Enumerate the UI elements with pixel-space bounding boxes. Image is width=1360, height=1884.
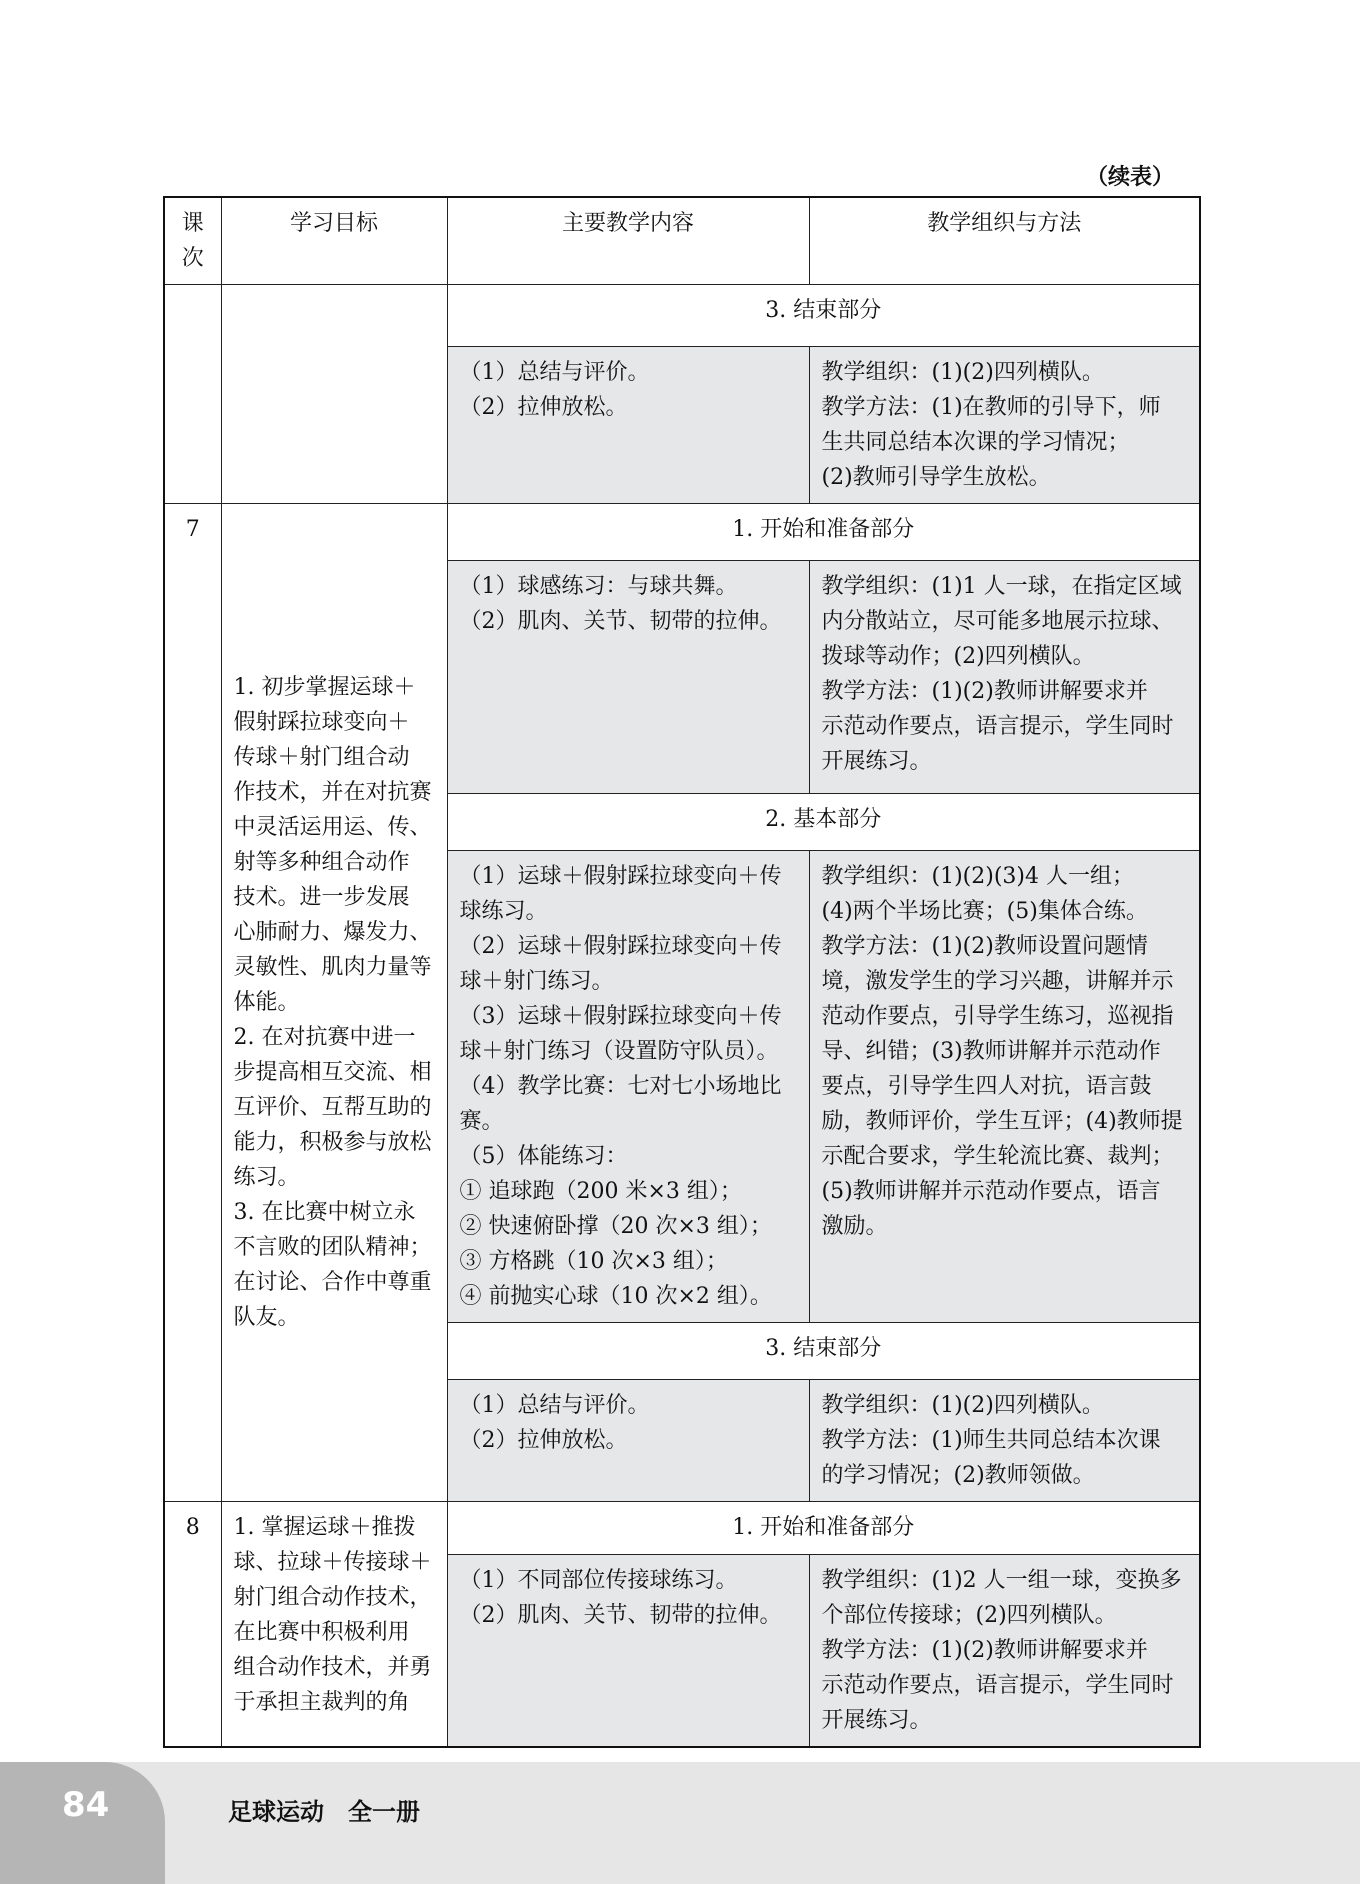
text-line: 在讨论、合作中尊重 [233,1270,432,1295]
text-line: 教学方法：(1)(2)教师讲解要求并 [821,679,1148,704]
block-a-section3-title-row [164,285,1200,347]
text-line: 教学方法：(1)在教师的引导下，师 [821,395,1161,420]
text-line: 教学方法：(1)(2)教师讲解要求并 [821,1638,1148,1663]
header-method: 教学组织与方法 [809,197,1200,285]
text-line: 教学方法：(1)(2)教师设置问题情 [821,934,1148,959]
text-line: 开展练习。 [821,1708,932,1733]
text-line: 拨球等动作；(2)四列横队。 [821,644,1095,669]
text-line: （4）教学比赛：七对七小场地比赛。 [459,1074,782,1134]
text-line: 射等多种组合动作 [233,850,410,875]
text-line: （1）不同部位传接球练习。 [459,1568,738,1593]
text-line: 体能。 [233,990,300,1015]
text-line: ③ 方格跳（10 次×3 组）； [459,1249,728,1274]
text-line: ② 快速俯卧撑（20 次×3 组）； [459,1214,772,1239]
header-row [164,197,1200,285]
lesson7-goals [221,504,447,1502]
text-line: (5)教师讲解并示范动作要点，语言 [821,1179,1161,1204]
text-line: 教学组织：(1)(2)(3)4 人一组； [821,864,1134,889]
text-line: 能力，积极参与放松 [233,1130,432,1155]
text-line: 激励。 [821,1214,888,1239]
text-line: 射门组合动作技术， [233,1585,432,1610]
text-line: （2）肌肉、关节、韧带的拉伸。 [459,1603,782,1628]
block-a-goals [221,285,447,504]
text-line: 互评价、互帮互助的 [233,1095,432,1120]
lesson8-goals [221,1502,447,1748]
text-line: 练习。 [233,1165,300,1190]
text-line: （1）总结与评价。 [459,1393,650,1418]
text-line: （5）体能练习： [459,1144,628,1169]
text-line: （1）运球＋假射踩拉球变向＋传 [459,864,782,889]
text-line: 教学组织：(1)(2)四列横队。 [821,360,1104,385]
text-line: 导、纠错；(3)教师讲解并示范动作 [821,1039,1161,1064]
lesson7-section2-title: 2. 基本部分 [447,794,1200,851]
text-line: （2）肌肉、关节、韧带的拉伸。 [459,609,782,634]
header-goals: 学习目标 [221,197,447,285]
text-line: 球＋射门练习。 [459,969,614,994]
text-line: 境，激发学生的学习兴趣，讲解并示 [821,969,1174,994]
text-line: 教学组织：(1)2 人一组一球，变换多 [821,1568,1182,1593]
lesson7-section2-content [447,851,809,1323]
block-a-section3-title: 3. 结束部分 [447,285,1200,347]
lesson8-section1-method [809,1555,1200,1748]
text-line: 开展练习。 [821,749,932,774]
lesson8-number: 8 [164,1502,221,1748]
text-line: 假射踩拉球变向＋ [233,710,410,735]
text-line: 不言败的团队精神； [233,1235,432,1260]
text-line: （2）运球＋假射踩拉球变向＋传 [459,934,782,959]
lesson7-section2-method [809,851,1200,1323]
page-number: 84 [62,1785,110,1825]
text-line: 内分散站立，尽可能多地展示拉球、 [821,609,1174,634]
text-line: 球＋射门练习（设置防守队员）。 [459,1039,779,1064]
text-line: 个部位传接球；(2)四列横队。 [821,1603,1117,1628]
text-line: 教学方法：(1)师生共同总结本次课 [821,1428,1161,1453]
text-line: 球练习。 [459,899,548,924]
text-line: 传球＋射门组合动 [233,745,410,770]
text-line: （2）拉伸放松。 [459,1428,628,1453]
lesson8-section1-title: 1. 开始和准备部分 [447,1502,1200,1555]
text-line: 技术。进一步发展 [233,885,410,910]
lesson7-section3-content [447,1380,809,1502]
lesson7-number: 7 [164,504,221,1502]
block-a-section3-method [809,347,1200,504]
text-line: 2. 在对抗赛中进一 [233,1025,416,1050]
text-line: 于承担主裁判的角 [233,1690,410,1715]
lesson8-section1-title-row [164,1502,1200,1555]
text-line: 要点，引导学生四人对抗，语言鼓 [821,1074,1152,1099]
lesson7-section1-method [809,561,1200,794]
text-line: 心肺耐力、爆发力、 [233,920,432,945]
text-line: 示范动作要点，语言提示，学生同时 [821,714,1174,739]
text-line: 励，教师评价，学生互评；(4)教师提 [821,1109,1183,1134]
block-a-section3-content [447,347,809,504]
text-line: ④ 前抛实心球（10 次×2 组）。 [459,1284,772,1309]
lesson8-section1-content [447,1555,809,1748]
lesson7-section3-method [809,1380,1200,1502]
text-line: （1）球感练习：与球共舞。 [459,574,738,599]
text-line: 球、拉球＋传接球＋ [233,1550,432,1575]
text-line: 教学组织：(1)1 人一球，在指定区域 [821,574,1182,599]
block-a-lesson [164,285,221,504]
text-line: 生共同总结本次课的学习情况； [821,430,1130,455]
header-content: 主要教学内容 [447,197,809,285]
continued-label: （续表） [1085,165,1174,190]
lesson-plan-table [163,196,1201,1748]
text-line: 3. 在比赛中树立永 [233,1200,416,1225]
text-line: 教学组织：(1)(2)四列横队。 [821,1393,1104,1418]
text-line: 1. 掌握运球＋推拨 [233,1515,416,1540]
text-line: 灵敏性、肌肉力量等 [233,955,432,980]
text-line: 1. 初步掌握运球＋ [233,675,416,700]
text-line: 的学习情况；(2)教师领做。 [821,1463,1095,1488]
text-line: 示范动作要点，语言提示，学生同时 [821,1673,1174,1698]
text-line: (2)教师引导学生放松。 [821,465,1051,490]
header-lesson: 课次 [164,197,221,285]
text-line: 组合动作技术，并勇 [233,1655,432,1680]
lesson7-section1-title-row [164,504,1200,561]
text-line: (4)两个半场比赛；(5)集体合练。 [821,899,1148,924]
lesson7-section3-title: 3. 结束部分 [447,1323,1200,1380]
text-line: （2）拉伸放松。 [459,395,628,420]
text-line: 中灵活运用运、传、 [233,815,432,840]
text-line: 范动作要点，引导学生练习，巡视指 [821,1004,1174,1029]
lesson7-section1-title: 1. 开始和准备部分 [447,504,1200,561]
lesson7-section1-content [447,561,809,794]
text-line: 队友。 [233,1305,300,1330]
page-footer [0,1762,1360,1884]
text-line: ① 追球跑（200 米×3 组）； [459,1179,742,1204]
text-line: 作技术，并在对抗赛 [233,780,432,805]
book-title: 足球运动 全一册 [228,1798,420,1826]
text-line: 示配合要求，学生轮流比赛、裁判； [821,1144,1174,1169]
text-line: 在比赛中积极利用 [233,1620,410,1645]
text-line: （3）运球＋假射踩拉球变向＋传 [459,1004,782,1029]
text-line: （1）总结与评价。 [459,360,650,385]
text-line: 步提高相互交流、相 [233,1060,432,1085]
